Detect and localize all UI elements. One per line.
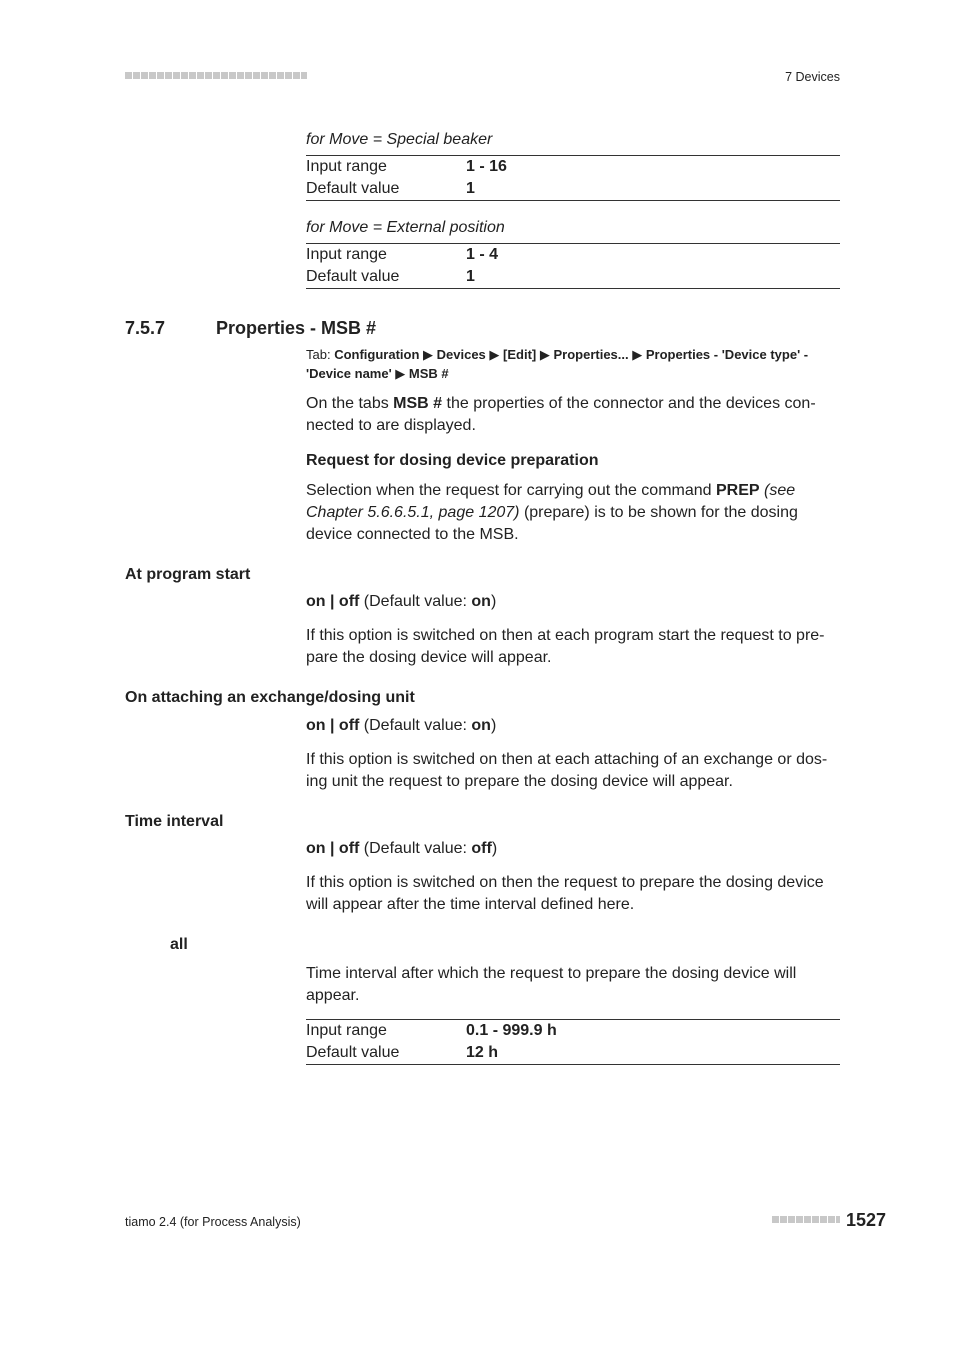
tab-path-item: MSB # — [408, 366, 449, 381]
parameter-description: Time interval after which the request to prepare the dosing device will appear. — [306, 965, 797, 1004]
row-value: 12 h — [466, 1044, 499, 1061]
row-key: Input range — [306, 1022, 387, 1039]
row-key: Default value — [306, 268, 400, 285]
intro-bold: MSB # — [393, 395, 443, 412]
intro-paragraph — [306, 393, 842, 437]
row-key: Default value — [306, 1044, 400, 1061]
table-row — [306, 156, 840, 178]
subheading: Request for dosing device preparation — [306, 452, 599, 469]
option-choices: on | off — [306, 840, 360, 857]
request-paragraph — [306, 480, 842, 546]
option-heading: At program start — [125, 566, 251, 583]
row-key: Input range — [306, 246, 387, 263]
default-close: ) — [491, 840, 498, 857]
command-name: PREP — [716, 482, 760, 499]
option-heading: On attaching an exchange/dosing unit — [125, 689, 415, 706]
chapter-header: 7 Devices — [785, 70, 840, 84]
default-label: (Default value: — [359, 593, 472, 610]
option-description: If this option is switched on then the request to prepare the dosing device will appear after the time interval defined here. — [306, 874, 824, 913]
option-description: If this option is switched on then at each attaching of an exchange or dos-ing unit the request to prepare the dosing device will appear. — [306, 751, 828, 790]
request-text: Selection when the request for carrying out the command — [306, 482, 716, 499]
section-number: 7.5.7 — [125, 318, 166, 338]
table-row — [306, 244, 840, 266]
row-value: 1 - 4 — [466, 246, 499, 263]
tab-path-item: Devices — [436, 347, 486, 362]
option-values — [306, 593, 496, 611]
default-label: (Default value: — [359, 717, 472, 734]
tab-prefix: Tab: — [306, 347, 335, 362]
row-key: Default value — [306, 180, 400, 197]
footer-decoration — [772, 1216, 840, 1224]
option-choices: on | off — [306, 593, 360, 610]
default-close: ) — [490, 717, 497, 734]
tab-path-arrow: ▶ — [628, 347, 646, 362]
table-row — [306, 1020, 840, 1042]
row-value: 1 — [466, 180, 475, 197]
row-key: Input range — [306, 158, 387, 175]
intro-text: On the tabs — [306, 395, 394, 412]
option-heading: Time interval — [125, 813, 224, 830]
parameter-heading: all — [170, 936, 188, 953]
tab-path-item: [Edit] — [503, 347, 537, 362]
tab-path — [306, 345, 840, 383]
default-value: on — [471, 717, 491, 734]
cross-reference: (see Chapter 5.6.6.5.1, page 1207) — [306, 482, 796, 521]
table-row — [306, 178, 840, 200]
default-value: off — [471, 840, 492, 857]
table-caption: for Move = External position — [306, 219, 505, 236]
option-values — [306, 717, 496, 735]
request-text: (prepare) is to be shown for the dosing device connected to the MSB. — [306, 504, 798, 543]
tab-path-arrow: ▶ — [391, 366, 409, 381]
default-label: (Default value: — [359, 840, 472, 857]
parameter-table — [306, 1019, 840, 1065]
row-value: 1 — [466, 268, 475, 285]
option-values — [306, 840, 497, 858]
default-close: ) — [490, 593, 497, 610]
tab-path-item: Configuration — [334, 347, 420, 362]
tab-path-item: Properties... — [553, 347, 629, 362]
tab-path-arrow: ▶ — [419, 347, 437, 362]
default-value: on — [471, 593, 491, 610]
row-value: 1 - 16 — [466, 158, 507, 175]
header-decoration — [125, 70, 307, 80]
option-choices: on | off — [306, 717, 360, 734]
page-number: 1527 — [846, 1210, 887, 1230]
table-row — [306, 266, 840, 288]
row-value: 0.1 - 999.9 h — [466, 1022, 557, 1039]
table-caption: for Move = Special beaker — [306, 131, 493, 148]
tab-path-arrow: ▶ — [536, 347, 554, 362]
section-title: Properties - MSB # — [216, 318, 377, 338]
intro-text: the properties of the connector and the devices con-nected to are displayed. — [306, 395, 816, 434]
tab-path-arrow: ▶ — [485, 347, 504, 362]
option-description: If this option is switched on then at each program start the request to pre-pare the dosing device will appear. — [306, 627, 825, 666]
tab-path-item: Properties - 'Device type' - 'Device name' — [306, 347, 809, 381]
footer-product: tiamo 2.4 (for Process Analysis) — [125, 1215, 301, 1229]
table-row — [306, 1042, 840, 1064]
parameter-table — [306, 155, 840, 201]
parameter-table — [306, 243, 840, 289]
